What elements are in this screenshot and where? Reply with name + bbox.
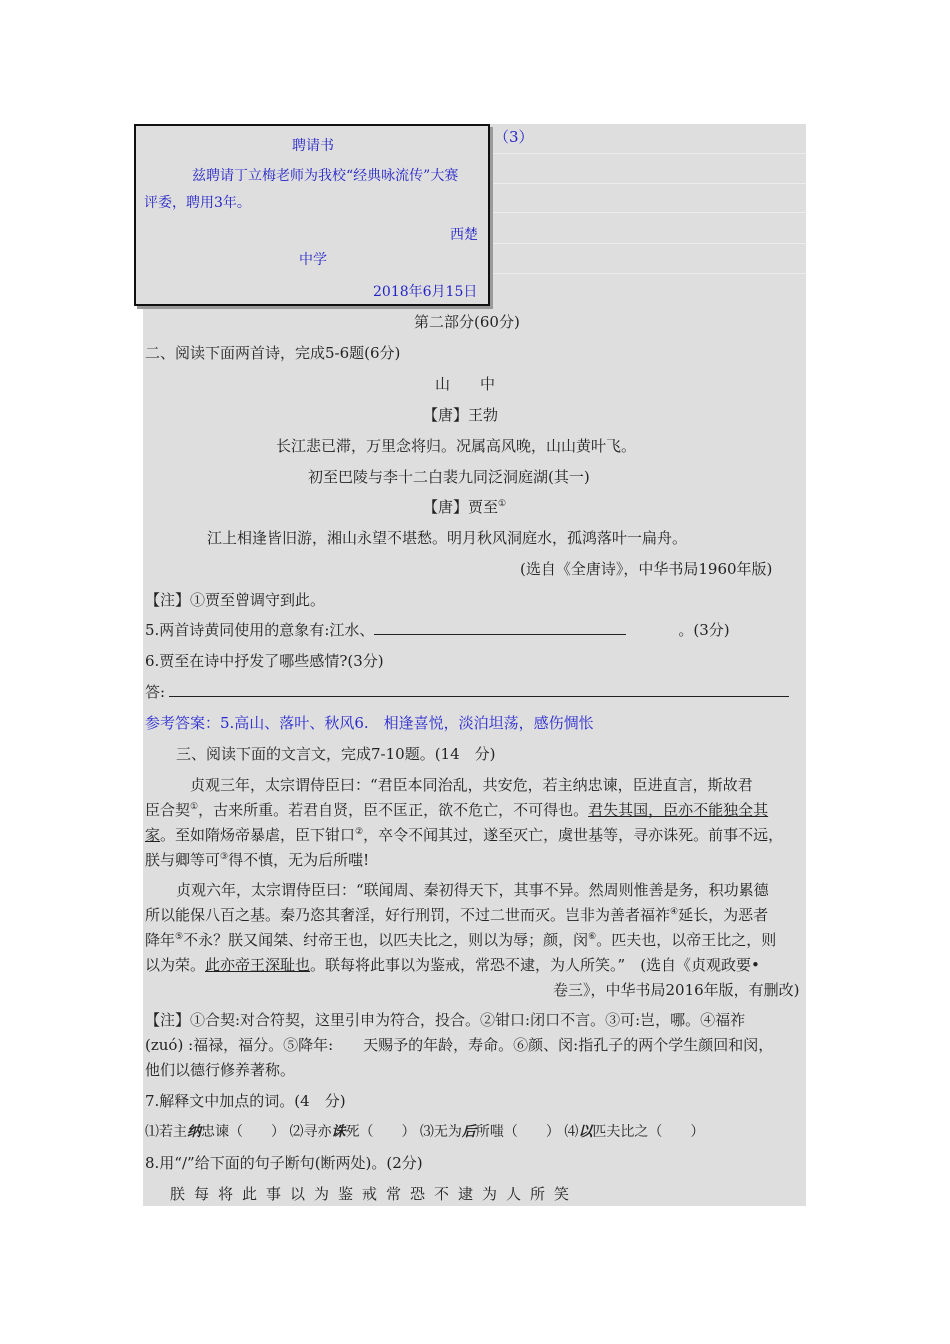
dotted-word: 诛: [331, 1124, 346, 1140]
letter-title: 聘请书: [292, 138, 334, 154]
note-mark: ④: [670, 907, 679, 917]
row-divider: [493, 153, 806, 154]
note-mark: ⑥: [588, 932, 597, 942]
q7-item-3: ⑶无为: [419, 1124, 462, 1140]
classical-note-line-2: (zuó) :福禄，福分。⑤降年: 天赐予的年龄，寿命。⑥颜、闵:指孔子的两个学生颜回和闵，: [145, 1036, 774, 1054]
underlined-sentence: 此亦帝王深耻也: [205, 956, 311, 974]
passage-text: ，卒令不闻其过，遂至灭亡，虞世基等，寻亦诛死。前事不远，: [363, 826, 784, 844]
answer-label: 答:: [145, 683, 166, 701]
question-5-score: 。(3分): [678, 621, 730, 639]
reference-answer: 参考答案：5.高山、落叶、秋风6. 相逢喜悦，淡泊坦荡，感伤惆怅: [145, 714, 594, 732]
dotted-word: 以: [578, 1124, 593, 1140]
dotted-word: 纳: [187, 1124, 201, 1140]
q7-item-3-blank[interactable]: 所嗤（ ）: [475, 1124, 560, 1140]
underlined-sentence: 家: [145, 826, 161, 844]
dotted-word: 后: [461, 1124, 476, 1140]
question-7: 7.解释文中加点的词。(4 分): [145, 1092, 346, 1110]
passage-text: 所以能保八百之基。秦乃恣其奢淫，好行刑罚，不过二世而灭。岂非为善者福祚: [145, 906, 671, 924]
question-8-sentence[interactable]: 朕每将此事以为鉴戒常恐不逮为人所笑: [170, 1185, 579, 1203]
poem2-text: 江上相逢皆旧游，湘山永望不堪愁。明月秋风洞庭水，孤鸿落叶一扁舟。: [207, 529, 688, 547]
passage-text: 。匹夫也，以帝王比之，则: [596, 931, 777, 949]
passage-text: 臣合契: [145, 801, 191, 819]
question-5: [145, 620, 730, 640]
letter-body-line-1: 兹聘请丁立梅老师为我校“经典咏流传”大赛: [192, 168, 459, 184]
passage-text: 延长，为恶者: [678, 906, 769, 924]
passage-text: 得不慎，无为后所嗤!: [228, 851, 370, 869]
passage-source: 卷三》，中华书局2016年版，有删改): [553, 981, 800, 999]
passage-1-line-1: 贞观三年，太宗谓侍臣曰：“君臣本同治乱，共安危，若主纳忠谏，臣进直言，斯故君: [190, 776, 753, 794]
row-divider: [493, 243, 806, 244]
poem1-author: 【唐】王勃: [423, 406, 499, 424]
letter-date: 2018年6月15日: [373, 284, 478, 300]
poem2-author-text: 【唐】贾至: [423, 498, 499, 516]
poem-note: 【注】①贾至曾调守到此。: [145, 591, 326, 609]
poem2-title: 初至巴陵与李十二白裴九同泛洞庭湖(其一): [308, 468, 590, 486]
poem-source: (选自《全唐诗》，中华书局1960年版): [520, 560, 773, 578]
q7-item-4-blank[interactable]: 匹夫比之（ ）: [592, 1124, 705, 1140]
letter-body-line-2: 评委，聘用3年。: [144, 195, 251, 211]
note-mark: ①: [498, 499, 507, 509]
passage-1-line-4: [145, 850, 369, 870]
question-5-text: 5.两首诗黄同使用的意象有:江水、: [145, 621, 375, 639]
passage-text: 朕与卿等可: [145, 851, 221, 869]
passage-text: 以为荣。: [145, 956, 206, 974]
question-6-answer-row: [145, 682, 789, 702]
poems-instruction: 二、阅读下面两首诗，完成5-6题(6分): [145, 344, 401, 362]
q7-item-1: ⑴若主: [145, 1124, 187, 1140]
passage-text: 不永？朕又闻桀、纣帝王也，以匹夫比之，则以为辱；颜，闵: [183, 931, 589, 949]
passage-2-line-2: [145, 905, 768, 925]
row-divider: [493, 183, 806, 184]
q7-item-2-blank[interactable]: 死（ ）: [345, 1124, 416, 1140]
letter-issuer-line-1: 西楚: [450, 227, 478, 243]
q7-item-2: ⑵寻亦: [289, 1124, 332, 1140]
classical-note-line-3: 他们以德行修养著称。: [145, 1061, 296, 1079]
passage-2-line-1: 贞观六年，太宗谓侍臣曰：“联闻周、秦初得天下，其事不异。然周则惟善是务，积功累德: [176, 881, 769, 899]
appointment-letter-box: [134, 124, 490, 306]
note-mark: ③: [220, 852, 229, 862]
q7-item-4: ⑷: [564, 1124, 579, 1140]
note-mark: ⑤: [175, 932, 184, 942]
q7-item-1-blank[interactable]: 忠谏（ ）: [201, 1124, 285, 1140]
underlined-sentence: 君失其国，臣亦不能独全其: [588, 801, 769, 819]
row-divider: [493, 212, 806, 213]
passage-2-line-4: [145, 955, 760, 975]
passage-text: 。至如隋炀帝暴虐，臣下钳口: [160, 826, 356, 844]
option-marker: （3）: [494, 128, 534, 146]
question-7-items: [145, 1122, 704, 1142]
passage-text: 。联每将此事以为鉴戒，常恐不逮，为人所笑。” (选自《贞观政要•: [310, 956, 760, 974]
passage-2-line-3: [145, 930, 776, 950]
passage-1-line-2: [145, 800, 768, 820]
classical-instruction: 三、阅读下面的文言文，完成7-10题。(14 分): [176, 745, 496, 763]
passage-1-line-3: [145, 825, 783, 845]
answer-line[interactable]: [169, 682, 789, 697]
answer-blank[interactable]: [374, 620, 626, 635]
passage-text: ，古来所重。若君自贤，臣不匡正，欲不危亡，不可得也。: [198, 801, 589, 819]
note-mark: ①: [190, 802, 199, 812]
poem2-author: [423, 497, 506, 517]
question-8: 8.用“/”给下面的句子断句(断两处)。(2分): [145, 1154, 423, 1172]
poem1-text: 长江悲已滞，万里念将归。况属高风晚，山山黄叶飞。: [276, 437, 637, 455]
question-6: 6.贾至在诗中抒发了哪些感情?(3分): [145, 652, 384, 670]
part2-heading: 第二部分(60分): [414, 313, 520, 331]
letter-issuer-line-2: 中学: [299, 252, 327, 268]
note-mark: ②: [355, 827, 364, 837]
row-divider: [493, 273, 806, 274]
classical-note-line-1: 【注】①合契:对合符契，这里引申为符合，投合。②钳口:闭口不言。③可:岂，哪。④福祚: [145, 1011, 746, 1029]
passage-text: 降年: [145, 931, 176, 949]
poem1-title: 山 中: [435, 375, 496, 393]
